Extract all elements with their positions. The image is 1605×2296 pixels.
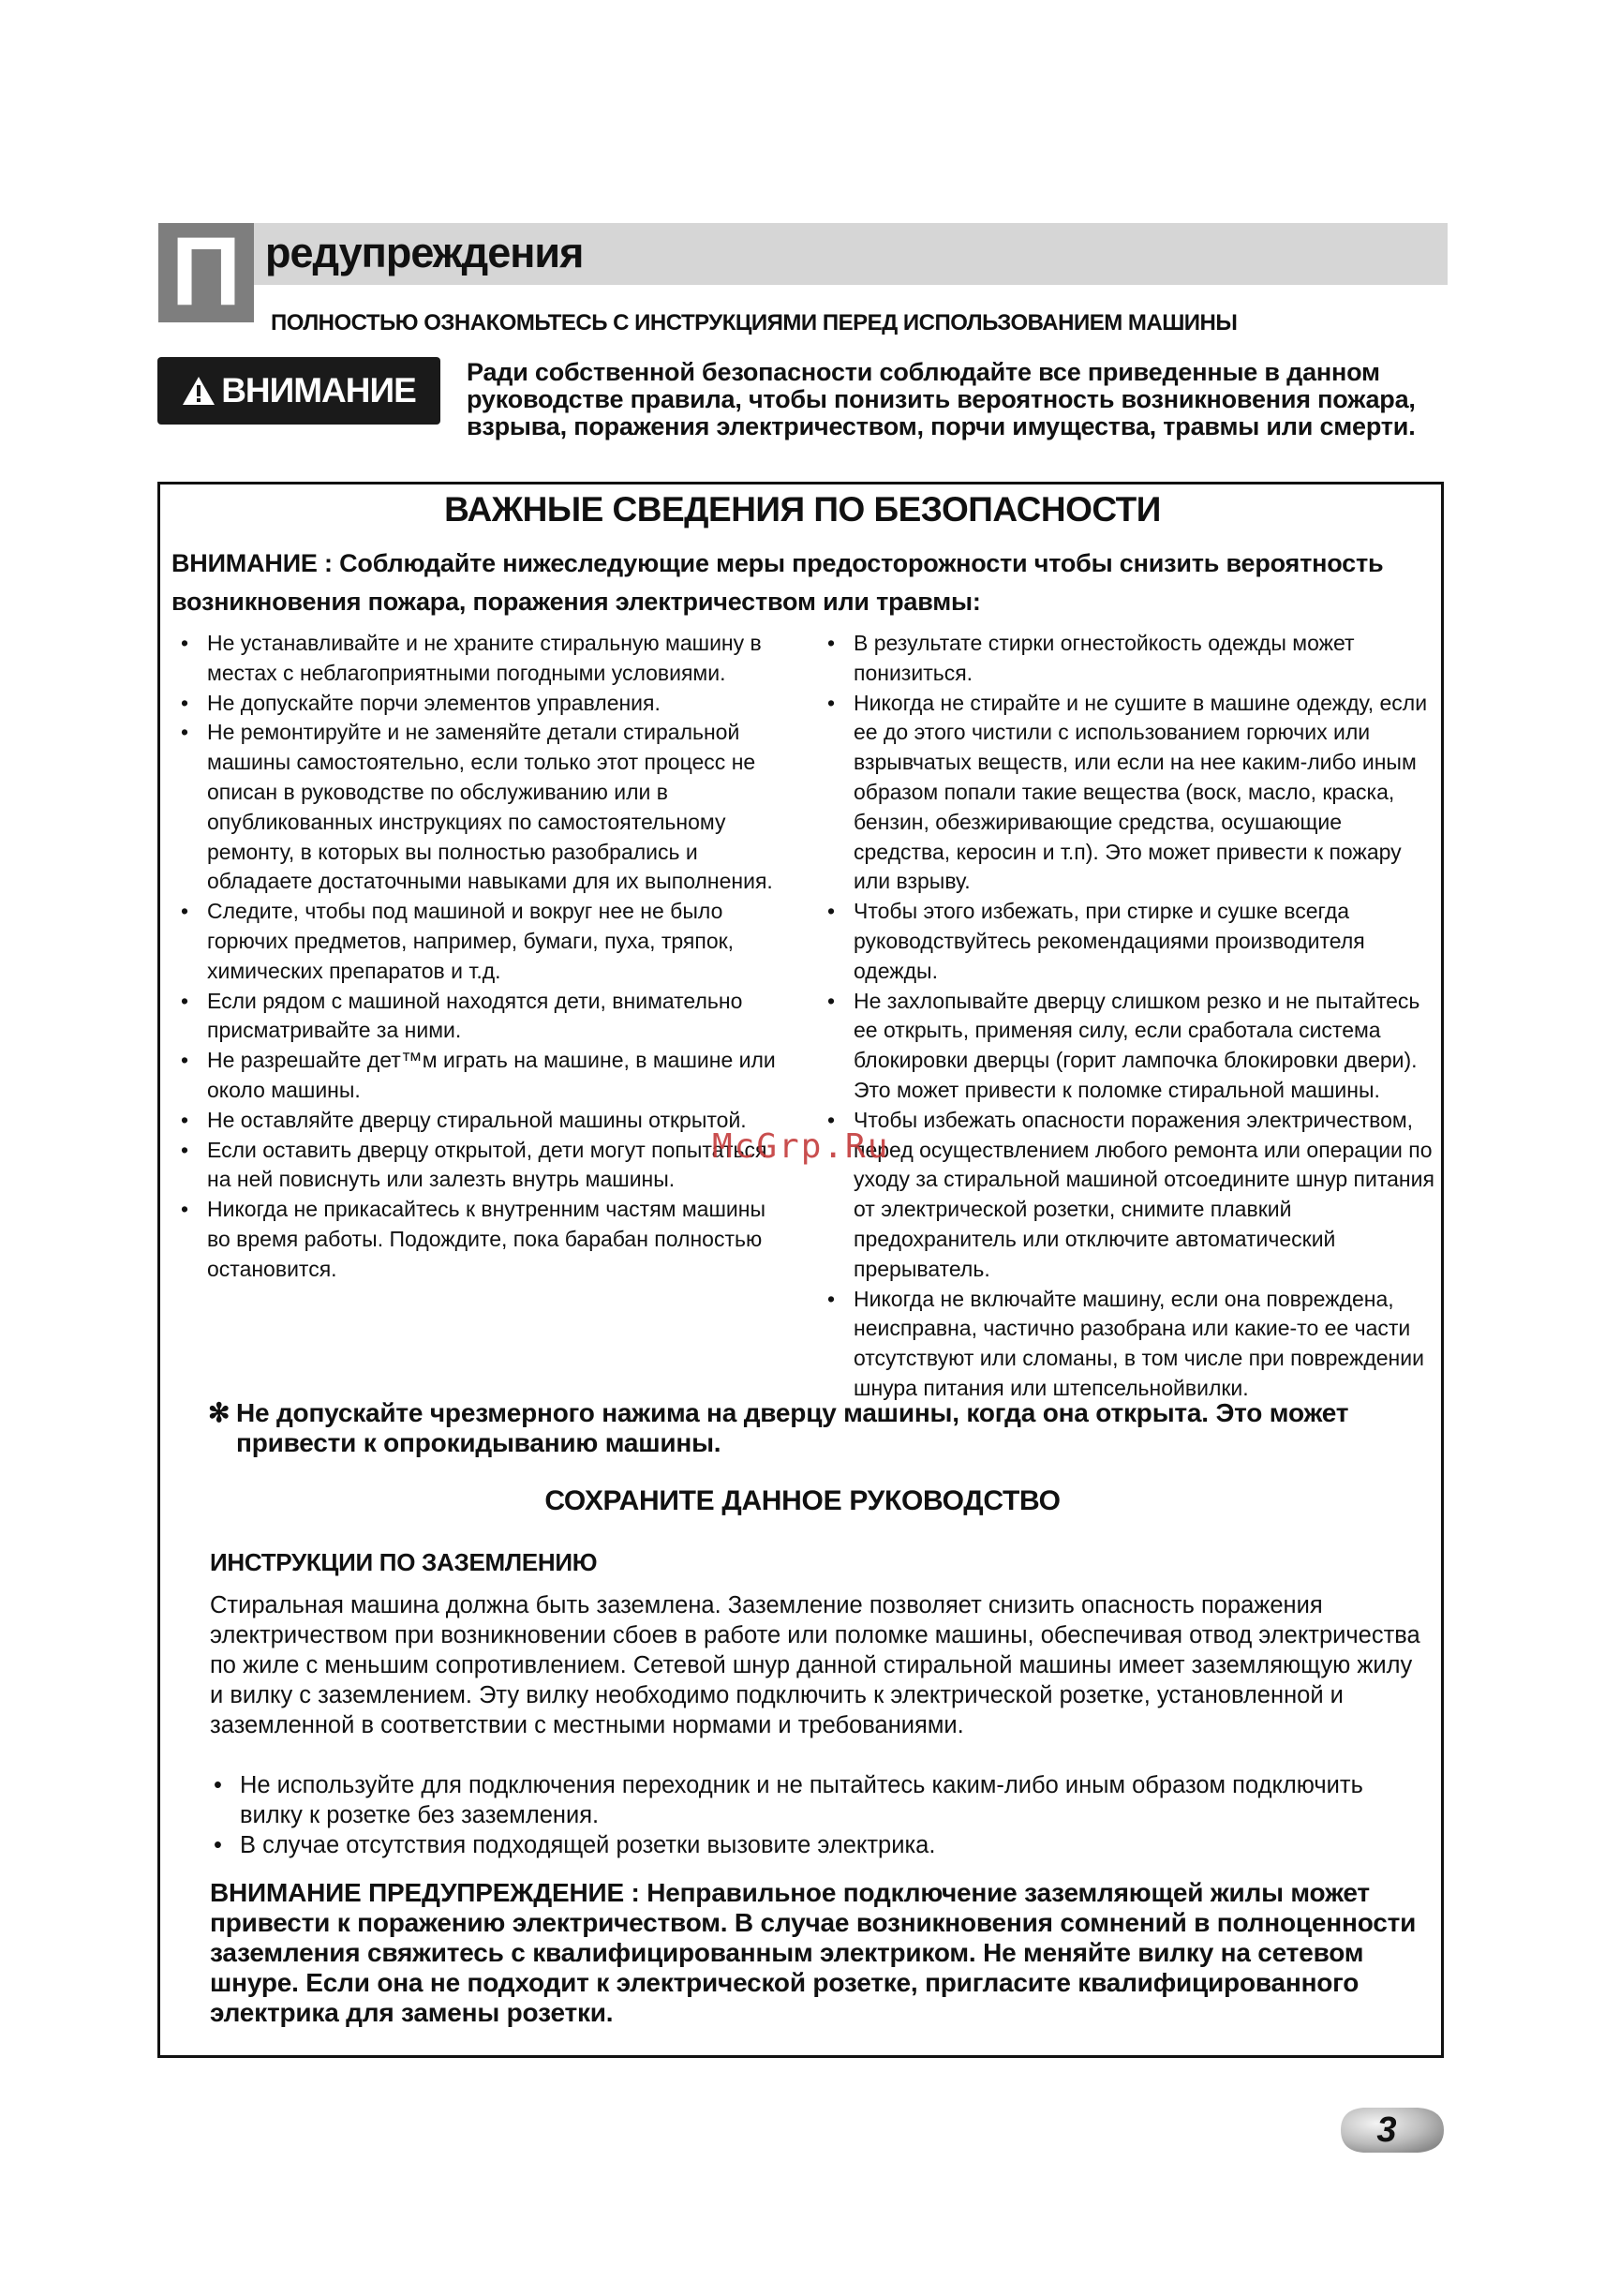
list-item: • Не оставляйте дверцу стиральной машины открытой. bbox=[171, 1106, 790, 1136]
safety-list-right bbox=[818, 629, 1436, 1404]
list-item: • В случае отсутствия подходящей розетки вызовите электрика. bbox=[210, 1830, 1428, 1860]
list-item: • Не разрешайте дет™м играть на машине, в машине или около машины. bbox=[171, 1046, 790, 1106]
page-number: 3 bbox=[1376, 2110, 1397, 2150]
safety-title: ВАЖНЫЕ СВЕДЕНИЯ ПО БЕЗОПАСНОСТИ bbox=[444, 490, 1161, 529]
header-initial: П bbox=[171, 217, 242, 326]
warning-text: Ради собственной безопасности соблюдайте все приведенные в данном руководстве правила, чтобы понизить вероятность возникновения пожара, взрыва, поражения электричеством, порчи имущества, травмы или смерти. bbox=[467, 358, 1416, 440]
list-item: • Никогда не прикасайтесь к внутренним частям машины во время работы. Подождите, пока барабан полностью остановится. bbox=[171, 1195, 790, 1284]
list-item: • Чтобы избежать опасности поражения электричеством, перед осуществлением любого ремонта или операции по уходу за стиральной машиной отсоедините шнур питания от электрической розетки, снимите плавкий предохранитель или отключите автоматический прерыватель. bbox=[818, 1106, 1436, 1285]
grounding-warning: ВНИМАНИЕ ПРЕДУПРЕЖДЕНИЕ : Неправильное подключение заземляющей жилы может привести к поражению электричеством. В случае возникновения сомнений в полноценности заземления свяжитесь с квалифицированным электриком. Не меняйте вилку на сетевом шнуре. Если она не подходит к электрической розетке, пригласите квалифицированного электрика для замены розетки. bbox=[210, 1878, 1417, 2027]
page-subtitle: ПОЛНОСТЬЮ ОЗНАКОМЬТЕСЬ С ИНСТРУКЦИЯМИ ПЕРЕД ИСПОЛЬЗОВАНИЕМ МАШИНЫ bbox=[271, 310, 1238, 335]
grounding-heading: ИНСТРУКЦИИ ПО ЗАЗЕМЛЕНИЮ bbox=[210, 1548, 598, 1576]
list-item: • Никогда не стирайте и не сушите в машине одежду, если ее до этого чистили с использованием горючих или взрывчатых веществ, или если на нее каким-либо иным образом попали такие вещества (воск, масло, краска, бензин, обезжиривающие средства, осушающие средства, керосин и т.п). Это может привести к пожару или взрыву. bbox=[818, 689, 1436, 898]
warning-triangle-icon bbox=[182, 376, 215, 406]
list-item: • Следите, чтобы под машиной и вокруг нее не было горючих предметов, например, бумаги, пуха, тряпок, химических препаратов и т.д. bbox=[171, 897, 790, 986]
warning-badge bbox=[157, 357, 440, 425]
list-item: • Если рядом с машиной находятся дети, внимательно присматривайте за ними. bbox=[171, 987, 790, 1047]
note-text: Не допускайте чрезмерного нажима на дверцу машины, когда она открыта. Это может привести к опрокидыванию машины. bbox=[236, 1398, 1349, 1457]
page-title: редупреждения bbox=[265, 229, 584, 276]
list-item: • Не ремонтируйте и не заменяйте детали стиральной машины самостоятельно, если только этот процесс не описан в руководстве по обслуживанию или в опубликованных инструкциях по самостоятельному ремонту, в которых вы полностью разобрались и обладаете достаточными навыками для их выполнения. bbox=[171, 718, 790, 897]
save-manual-heading: СОХРАНИТЕ ДАННОЕ РУКОВОДСТВО bbox=[544, 1485, 1061, 1516]
grounding-text: Стиральная машина должна быть заземлена. Заземление позволяет снизить опасность поражения электричеством при возникновении сбоев в работе или поломке машины, обеспечивая отвод электричества по жиле с меньшим сопротивлением. Сетевой шнур данной стиральной машины имеет заземляющую жилу и вилку с заземлением. Эту вилку необходимо подключить к электрической розетке, установленной и заземленной в соответствии с местными нормами и требованиями. bbox=[210, 1592, 1420, 1738]
list-item: • Не захлопывайте дверцу слишком резко и не пытайтесь ее открыть, применяя силу, если сработала система блокировки дверцы (горит лампочка блокировки двери). Это может привести к поломке стиральной машины. bbox=[818, 987, 1436, 1106]
warning-badge-label: ВНИМАНИЕ bbox=[221, 371, 416, 410]
safety-list-left bbox=[171, 629, 790, 1285]
list-item: • В результате стирки огнестойкость одежды может понизиться. bbox=[818, 629, 1436, 689]
grounding-list bbox=[210, 1770, 1428, 1860]
list-item: • Не устанавливайте и не храните стиральную машину в местах с неблагоприятными погодными условиями. bbox=[171, 629, 790, 689]
list-item: • Если оставить дверцу открытой, дети могут попытаться на ней повиснуть или залезть внутрь машины. bbox=[171, 1136, 790, 1196]
list-item: • Чтобы этого избежать, при стирке и сушке всегда руководствуйтесь рекомендациями производителя одежды. bbox=[818, 897, 1436, 986]
watermark: McGrp.Ru bbox=[712, 1127, 890, 1166]
asterisk-icon: ✻ bbox=[208, 1398, 230, 1427]
list-item: • Никогда не включайте машину, если она повреждена, неисправна, частично разобрана или какие-то ее части отсутствуют или сломаны, в том числе при повреждении шнура питания или штепсельнойвилки. bbox=[818, 1285, 1436, 1404]
header-initial-box bbox=[158, 217, 254, 326]
list-item: • Не допускайте порчи элементов управления. bbox=[171, 689, 790, 719]
door-pressure-note bbox=[210, 1398, 1419, 1458]
list-item: • Не используйте для подключения переходник и не пытайтесь каким-либо иным образом подключить вилку к розетке без заземления. bbox=[210, 1770, 1428, 1830]
safety-lead: ВНИМАНИЕ : Соблюдайте нижеследующие меры предосторожности чтобы снизить вероятность возникновения пожара, поражения электричеством или травмы: bbox=[171, 549, 1384, 616]
